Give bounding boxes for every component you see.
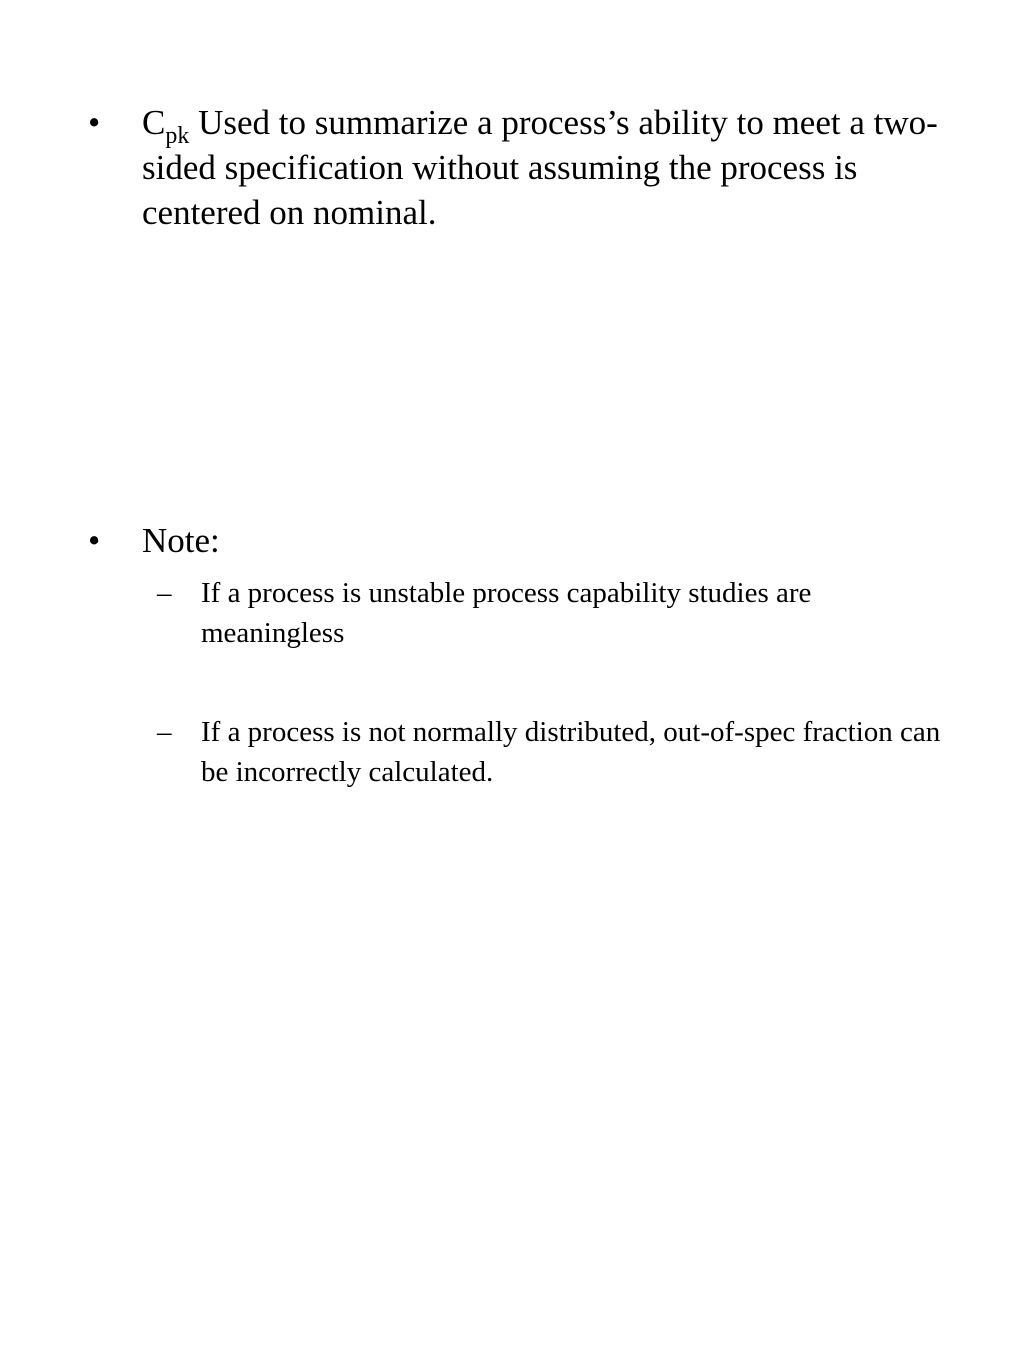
cpk-symbol: C xyxy=(142,103,166,142)
cpk-description: Used to summarize a process’s ability to meet a two-sided specification without assuming the process is centered on nominal. xyxy=(142,103,938,232)
sub-item-text: If a process is not normally distributed, out-of-spec fraction can be incorrectly calculated. xyxy=(201,716,941,788)
bullet-text: Note: xyxy=(142,521,220,560)
sub-item-text: If a process is unstable process capability studies are meaningless xyxy=(201,577,812,649)
bullet-marker: • xyxy=(88,103,101,142)
cpk-subscript: pk xyxy=(165,123,190,149)
sub-item-marker: – xyxy=(157,577,172,609)
bullet-text xyxy=(142,100,942,235)
sub-item-marker: – xyxy=(157,716,172,748)
bullet-marker: • xyxy=(88,521,101,560)
